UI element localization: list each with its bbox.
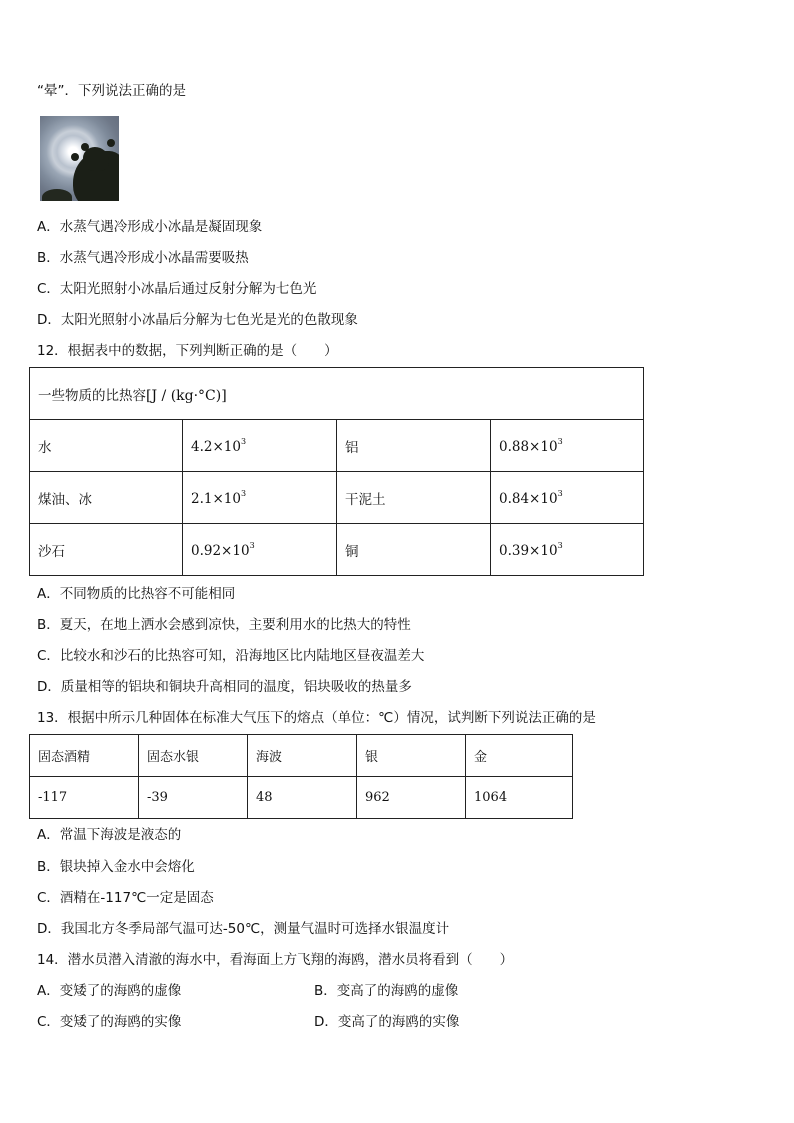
q14-option-d[interactable]: D．变高了的海鸥的实像 (314, 1014, 460, 1030)
heat-value: $0.84\times 10^3$ (491, 472, 644, 524)
substance-name: 水 (30, 420, 183, 472)
q13-option-d[interactable]: D．我国北方冬季局部气温可达-50℃，测量气温时可选择水银温度计 (37, 921, 450, 937)
heat-value: $0.92\times 10^3$ (183, 524, 337, 576)
q11-stem-tail: “晕”．下列说法正确的是 (37, 83, 186, 99)
melting-point-value: 48 (248, 777, 357, 819)
q12-stem: 12．根据表中的数据，下列判断正确的是（ ） (37, 343, 338, 359)
q12-option-b[interactable]: B．夏天，在地上洒水会感到凉快，主要利用水的比热大的特性 (37, 617, 411, 633)
substance-name: 铜 (337, 524, 491, 576)
melting-point-value: 962 (357, 777, 466, 819)
melting-point-value: -117 (30, 777, 139, 819)
heat-value: $2.1\times 10^3$ (183, 472, 337, 524)
melting-point-value: -39 (139, 777, 248, 819)
q12-option-c[interactable]: C．比较水和沙石的比热容可知，沿海地区比内陆地区昼夜温差大 (37, 648, 425, 664)
sun-halo-photo (40, 116, 119, 201)
q13-option-c[interactable]: C．酒精在-117℃一定是固态 (37, 890, 214, 906)
heat-value: $0.39\times 10^3$ (491, 524, 644, 576)
table-unit: [J / (kg·°C)] (146, 387, 227, 404)
table-title-cell (30, 368, 644, 420)
q11-option-d[interactable]: D．太阳光照射小冰晶后分解为七色光是光的色散现象 (37, 312, 358, 328)
substance-name: 铝 (337, 420, 491, 472)
q11-option-c[interactable]: C．太阳光照射小冰晶后通过反射分解为七色光 (37, 281, 317, 297)
column-header: 固态水银 (139, 735, 248, 777)
table-row (30, 777, 573, 819)
column-header: 银 (357, 735, 466, 777)
heat-value: $0.88\times 10^3$ (491, 420, 644, 472)
melting-point-value: 1064 (466, 777, 573, 819)
q11-option-a[interactable]: A．水蒸气遇冷形成小冰晶是凝固现象 (37, 219, 263, 235)
table-header-row (30, 735, 573, 777)
column-header: 固态酒精 (30, 735, 139, 777)
column-header: 海波 (248, 735, 357, 777)
table-title: 一些物质的比热容 (38, 387, 146, 404)
heat-value: $4.2\times 10^3$ (183, 420, 337, 472)
q13-option-a[interactable]: A．常温下海波是液态的 (37, 827, 182, 843)
table-row (30, 524, 644, 576)
q13-stem: 13．根据中所示几种固体在标准大气压下的熔点（单位：℃）情况，试判断下列说法正确的是 (37, 710, 596, 726)
substance-name: 煤油、冰 (30, 472, 183, 524)
q12-option-a[interactable]: A．不同物质的比热容不可能相同 (37, 586, 236, 602)
substance-name: 干泥土 (337, 472, 491, 524)
table-row (30, 472, 644, 524)
q11-option-b[interactable]: B．水蒸气遇冷形成小冰晶需要吸热 (37, 250, 249, 266)
q14-stem: 14．潜水员潜入清澈的海水中，看海面上方飞翔的海鸥，潜水员将看到（ ） (37, 952, 514, 968)
specific-heat-table (29, 367, 644, 576)
q13-option-b[interactable]: B．银块掉入金水中会熔化 (37, 859, 195, 875)
q14-option-b[interactable]: B．变高了的海鸥的虚像 (314, 983, 459, 999)
table-row (30, 420, 644, 472)
q14-option-a[interactable]: A．变矮了的海鸥的虚像 (37, 983, 182, 999)
q12-option-d[interactable]: D．质量相等的铝块和铜块升高相同的温度，铝块吸收的热量多 (37, 679, 412, 695)
melting-point-table (29, 734, 573, 819)
q14-option-c[interactable]: C．变矮了的海鸥的实像 (37, 1014, 182, 1030)
substance-name: 沙石 (30, 524, 183, 576)
column-header: 金 (466, 735, 573, 777)
